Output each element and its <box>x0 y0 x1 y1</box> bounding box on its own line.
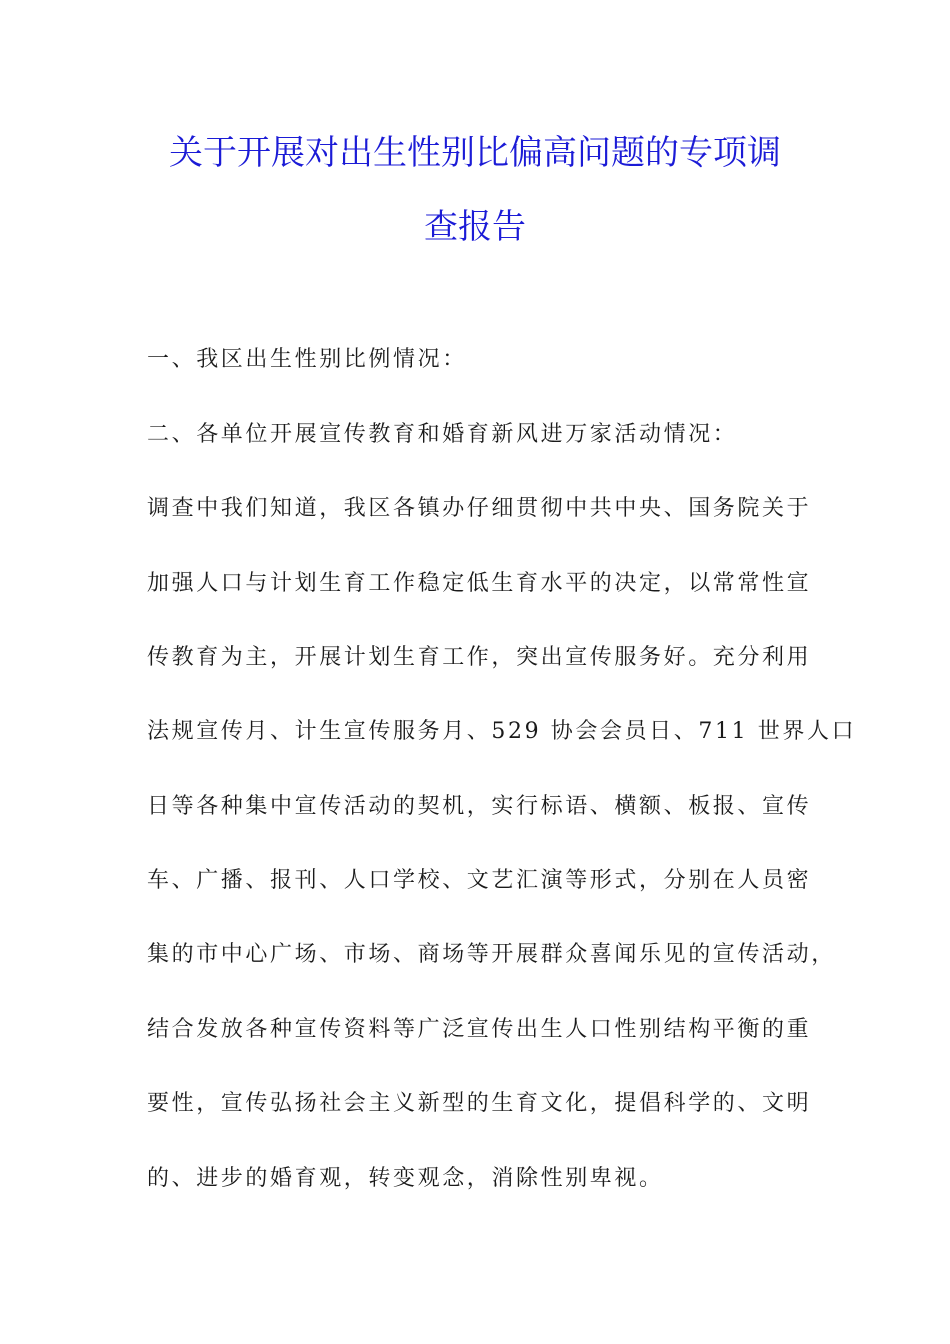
paragraph-line-2: 加强人口与计划生育工作稳定低生育水平的决定，以常常性宣 <box>147 571 812 596</box>
paragraph-line-9: 要性，宣传弘扬社会主义新型的生育文化，提倡科学的、文明 <box>147 1091 812 1116</box>
paragraph-line-3: 传教育为主，开展计划生育工作，突出宣传服务好。充分利用 <box>147 645 812 670</box>
paragraph-line-4: 法规宣传月、计生宣传服务月、529 协会会员日、711 世界人口 <box>147 719 857 744</box>
section-heading-2: 二、各单位开展宣传教育和婚育新风进万家活动情况： <box>147 422 738 447</box>
paragraph-line-7: 集的市中心广场、市场、商场等开展群众喜闻乐见的宣传活动， <box>147 942 836 967</box>
document-title-line-1: 关于开展对出生性别比偏高问题的专项调 <box>169 133 781 173</box>
paragraph-line-6: 车、广播、报刊、人口学校、文艺汇演等形式，分别在人员密 <box>147 868 812 893</box>
document-title-line-2: 查报告 <box>424 207 526 247</box>
paragraph-line-8: 结合发放各种宣传资料等广泛宣传出生人口性别结构平衡的重 <box>147 1017 812 1042</box>
paragraph-line-5: 日等各种集中宣传活动的契机，实行标语、横额、板报、宣传 <box>147 794 812 819</box>
paragraph-line-1: 调查中我们知道，我区各镇办仔细贯彻中共中央、国务院关于 <box>147 496 812 521</box>
paragraph-line-10: 的、进步的婚育观，转变观念，消除性别卑视。 <box>147 1166 664 1191</box>
section-heading-1: 一、我区出生性别比例情况： <box>147 347 467 372</box>
